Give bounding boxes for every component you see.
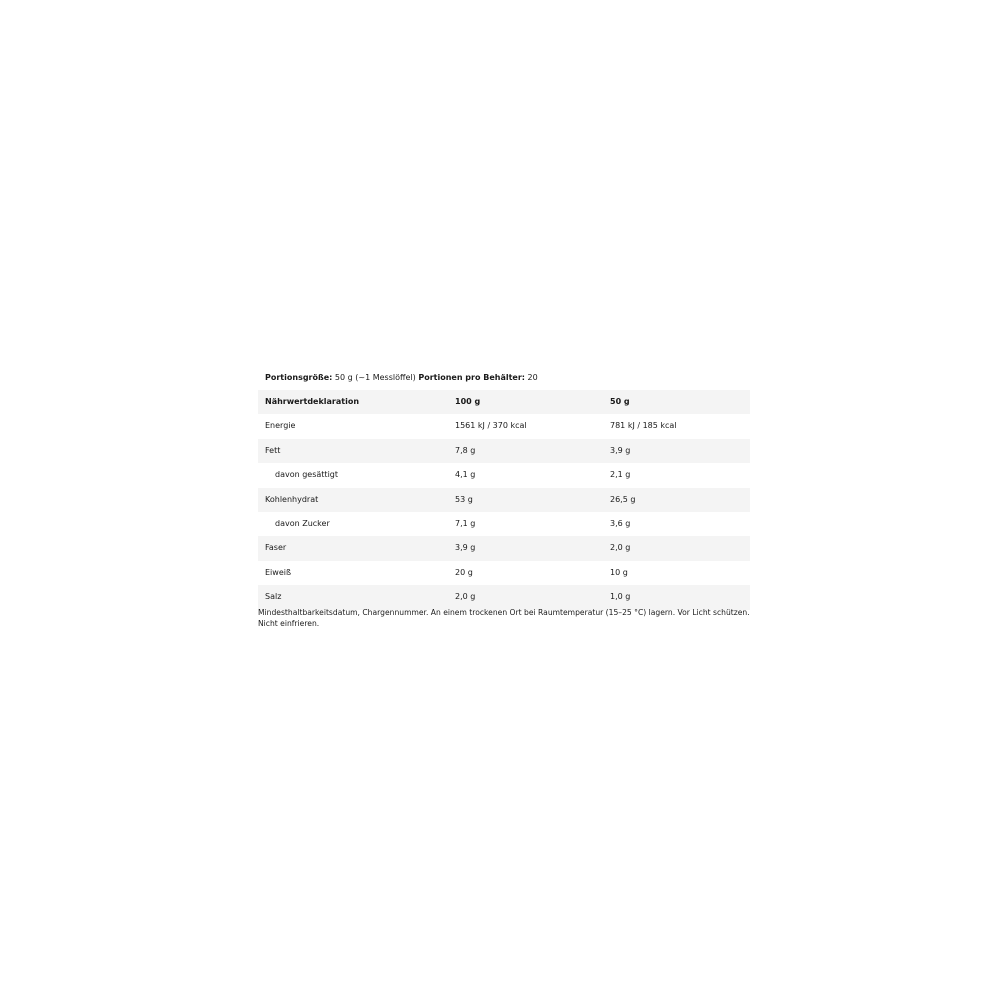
- header-per-50g: 50 g: [610, 397, 630, 406]
- table-row: [258, 536, 750, 560]
- nutrient-name: Energie: [265, 421, 296, 431]
- nutrient-name: Salz: [265, 592, 282, 602]
- nutrition-table: [258, 390, 750, 610]
- value-per-100g: 53 g: [455, 494, 473, 504]
- value-per-50g: 2,1 g: [610, 470, 631, 480]
- servings-per-container-label: Portionen pro Behälter:: [418, 373, 526, 382]
- nutrient-name: Eiweiß: [265, 567, 292, 577]
- table-row: [258, 414, 750, 438]
- table-row: [258, 439, 750, 463]
- table-header-row: [258, 390, 750, 414]
- header-per-100g: 100 g: [455, 397, 481, 406]
- value-per-100g: 3,9 g: [455, 543, 476, 553]
- value-per-100g: 20 g: [455, 567, 473, 577]
- value-per-100g: 7,8 g: [455, 445, 476, 455]
- nutrient-name: Kohlenhydrat: [265, 494, 319, 504]
- table-row: [258, 512, 750, 536]
- value-per-50g: 3,9 g: [610, 445, 631, 455]
- value-per-50g: 781 kJ / 185 kcal: [610, 421, 677, 431]
- table-row: [258, 488, 750, 512]
- value-per-100g: 7,1 g: [455, 518, 476, 528]
- serving-size-label: Portionsgröße:: [265, 373, 333, 382]
- value-per-50g: 10 g: [610, 567, 628, 577]
- table-row: [258, 585, 750, 609]
- serving-size-value: 50 g (~1 Messlöffel): [332, 373, 419, 382]
- table-row: [258, 463, 750, 487]
- nutrient-name: davon Zucker: [275, 518, 330, 528]
- value-per-50g: 3,6 g: [610, 518, 631, 528]
- value-per-100g: 4,1 g: [455, 470, 476, 480]
- servings-per-container-value: 20: [525, 373, 538, 382]
- value-per-100g: 1561 kJ / 370 kcal: [455, 421, 527, 431]
- nutrient-name: davon gesättigt: [275, 470, 339, 480]
- value-per-50g: 26,5 g: [610, 494, 636, 504]
- serving-info: [265, 373, 538, 383]
- table-row: [258, 561, 750, 585]
- storage-footnote: Mindesthaltbarkeitsdatum, Chargennummer. An einem trockenen Ort bei Raumtemperatur (15–25 °C) lagern. Vor Licht schützen. Nicht einfrieren.: [258, 608, 750, 628]
- value-per-50g: 2,0 g: [610, 543, 631, 553]
- value-per-100g: 2,0 g: [455, 592, 476, 602]
- nutrient-name: Fett: [265, 445, 281, 455]
- nutrient-name: Faser: [265, 543, 287, 553]
- value-per-50g: 1,0 g: [610, 592, 631, 602]
- header-nutrient: Nährwertdeklaration: [265, 397, 360, 406]
